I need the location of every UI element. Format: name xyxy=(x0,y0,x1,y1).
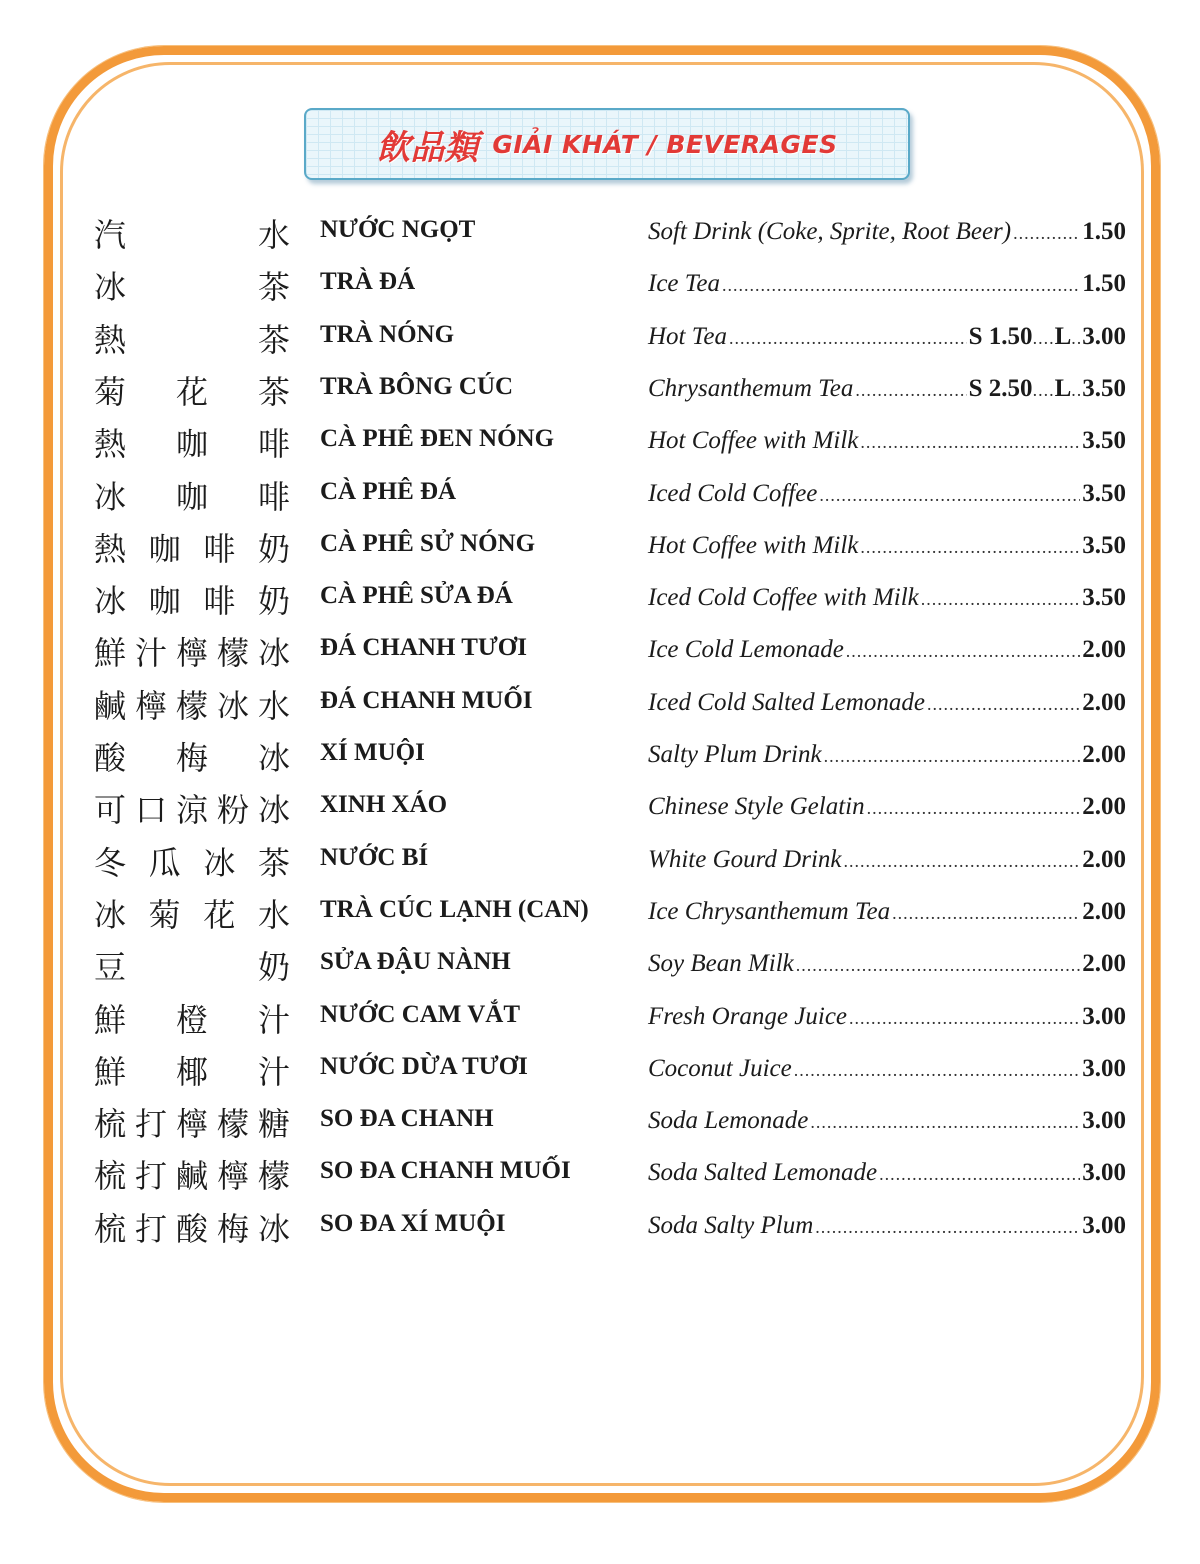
item-name-chinese: 鹹檸檬冰水 xyxy=(94,686,290,725)
item-name-vietnamese: CÀ PHÊ ĐEN NÓNG xyxy=(320,425,555,453)
item-name-vietnamese: TRÀ BÔNG CÚC xyxy=(320,372,514,400)
menu-item xyxy=(0,886,1200,938)
item-name-chinese: 熱咖啡 xyxy=(94,425,290,464)
dot-leader xyxy=(846,641,1080,662)
item-price: 3.00 xyxy=(1082,322,1126,350)
dot-leader xyxy=(794,1060,1081,1081)
item-name-english: Soy Bean Milk xyxy=(648,950,794,978)
dot-leader xyxy=(860,432,1080,453)
menu-item xyxy=(0,572,1200,624)
item-english-and-price xyxy=(648,270,1126,298)
item-price: 1.50 xyxy=(1082,218,1126,245)
dot-leader xyxy=(824,746,1081,767)
large-size-label: L xyxy=(1054,322,1072,350)
item-name-chinese: 冰菊花水 xyxy=(94,895,290,934)
item-name-chinese: 梳打酸梅冰 xyxy=(94,1209,290,1248)
header-title-chinese: 飲品類 xyxy=(376,127,479,168)
item-english-and-price xyxy=(648,846,1126,874)
item-price: 2.00 xyxy=(1082,741,1126,768)
item-english-and-price xyxy=(648,1159,1126,1187)
item-english-and-price xyxy=(648,480,1126,508)
item-price: 3.00 xyxy=(1082,1159,1126,1187)
item-name-chinese: 鮮汁檸檬冰 xyxy=(94,634,290,673)
item-english-and-price xyxy=(648,689,1126,717)
item-name-vietnamese: NƯỚC BÍ xyxy=(320,843,429,871)
dot-leader xyxy=(722,275,1080,296)
item-name-chinese: 冬瓜冰茶 xyxy=(94,843,290,882)
item-english-and-price xyxy=(648,793,1126,821)
small-size-price: S 2.50 xyxy=(968,374,1033,402)
item-name-chinese: 鮮橙汁 xyxy=(94,1000,290,1039)
item-name-vietnamese: SO ĐA CHANH xyxy=(320,1105,494,1133)
menu-item xyxy=(0,938,1200,990)
dot-leader: .... xyxy=(1032,327,1055,348)
item-name-english: Hot Tea xyxy=(648,322,727,350)
item-name-vietnamese: CÀ PHÊ ĐÁ xyxy=(320,477,457,505)
item-price: 2.00 xyxy=(1082,897,1126,925)
item-name-chinese: 冰咖啡 xyxy=(94,477,290,516)
item-name-vietnamese: SỬA ĐẬU NÀNH xyxy=(320,948,511,976)
item-price: 3.50 xyxy=(1082,427,1126,455)
item-name-vietnamese: XÍ MUỘI xyxy=(320,739,425,766)
dot-leader xyxy=(855,380,966,401)
item-price: 2.00 xyxy=(1082,845,1126,873)
item-name-chinese: 酸梅冰 xyxy=(94,739,290,777)
dot-leader xyxy=(729,328,967,349)
menu-item xyxy=(0,363,1200,415)
item-name-chinese: 鮮椰汁 xyxy=(94,1052,290,1091)
item-price: 3.50 xyxy=(1082,584,1126,612)
item-name-vietnamese: TRÀ ĐÁ xyxy=(320,268,416,296)
dot-leader xyxy=(849,1008,1080,1029)
dot-leader xyxy=(810,1112,1080,1133)
item-price: 3.00 xyxy=(1082,1211,1126,1239)
item-name-chinese: 梳打鹹檸檬 xyxy=(94,1157,290,1196)
item-name-vietnamese: ĐÁ CHANH MUỐI xyxy=(320,686,533,714)
item-english-and-price xyxy=(648,427,1126,455)
item-name-vietnamese: CÀ PHÊ SỬ NÓNG xyxy=(320,529,536,557)
item-name-english: Soft Drink (Coke, Sprite, Root Beer) xyxy=(648,218,1012,245)
item-english-and-price xyxy=(648,1107,1126,1135)
item-name-english: Coconut Juice xyxy=(648,1054,792,1082)
item-name-chinese: 熱咖啡奶 xyxy=(94,529,290,568)
dot-leader xyxy=(892,903,1080,924)
menu-item xyxy=(0,206,1200,258)
menu-item xyxy=(0,834,1200,886)
item-name-chinese: 汽 水 xyxy=(94,216,290,254)
item-name-vietnamese: XINH XÁO xyxy=(320,791,448,819)
dot-leader xyxy=(921,589,1080,610)
item-name-english: Iced Cold Coffee with Milk xyxy=(648,584,919,612)
item-price: 1.50 xyxy=(1082,270,1126,298)
item-name-vietnamese: ĐÁ CHANH TƯƠI xyxy=(320,634,527,662)
item-price: 2.00 xyxy=(1082,950,1126,978)
item-name-chinese: 梳打檸檬糖 xyxy=(94,1105,290,1144)
item-price: 2.00 xyxy=(1082,636,1126,664)
item-price: 3.50 xyxy=(1082,479,1126,507)
menu-item xyxy=(0,1043,1200,1095)
item-name-chinese: 熱 茶 xyxy=(94,320,290,359)
item-name-chinese: 可口涼粉冰 xyxy=(94,791,290,830)
item-price: 3.50 xyxy=(1082,531,1126,559)
menu-item xyxy=(0,468,1200,520)
item-name-english: Ice Tea xyxy=(648,270,720,298)
item-english-and-price xyxy=(648,375,1126,403)
item-name-english: Hot Coffee with Milk xyxy=(648,531,859,559)
item-name-english: Ice Chrysanthemum Tea xyxy=(648,897,891,925)
item-english-and-price xyxy=(648,1003,1126,1031)
item-name-english: Chinese Style Gelatin xyxy=(648,793,865,821)
menu-item xyxy=(0,1200,1200,1252)
item-name-english: Soda Lemonade xyxy=(648,1107,809,1135)
dot-leader xyxy=(819,485,1080,506)
menu-item xyxy=(0,991,1200,1043)
dot-leader xyxy=(796,955,1080,976)
item-english-and-price xyxy=(648,323,1126,351)
item-name-english: Soda Salted Lemonade xyxy=(648,1159,878,1187)
item-name-vietnamese: NƯỚC DỪA TƯƠI xyxy=(320,1052,528,1080)
large-size-label: L xyxy=(1054,374,1072,402)
item-name-english: White Gourd Drink xyxy=(648,845,842,873)
item-name-english: Chrysanthemum Tea xyxy=(648,374,854,402)
dot-leader xyxy=(844,851,1081,872)
item-english-and-price xyxy=(648,898,1126,926)
item-price: 3.00 xyxy=(1082,1054,1126,1082)
dot-leader: .. xyxy=(1071,379,1083,400)
item-price: 3.50 xyxy=(1082,374,1126,402)
item-name-english: Iced Cold Coffee xyxy=(648,479,818,507)
item-name-chinese: 冰 茶 xyxy=(94,268,290,307)
item-english-and-price xyxy=(648,218,1126,246)
menu-item xyxy=(0,415,1200,467)
menu-item xyxy=(0,520,1200,572)
item-name-english: Salty Plum Drink xyxy=(648,741,822,768)
item-name-english: Fresh Orange Juice xyxy=(648,1002,848,1030)
item-english-and-price xyxy=(648,741,1126,769)
dot-leader xyxy=(879,1164,1080,1185)
menu-item xyxy=(0,258,1200,310)
item-price: 3.00 xyxy=(1082,1107,1126,1135)
menu-item xyxy=(0,1095,1200,1147)
menu-item xyxy=(0,1147,1200,1199)
item-name-vietnamese: TRÀ CÚC LẠNH (CAN) xyxy=(320,895,589,923)
item-price: 3.00 xyxy=(1082,1002,1126,1030)
item-name-vietnamese: SO ĐA XÍ MUỘI xyxy=(320,1209,506,1237)
dot-leader xyxy=(860,537,1080,558)
menu-item xyxy=(0,624,1200,676)
dot-leader: .... xyxy=(1032,379,1055,400)
dot-leader xyxy=(927,694,1080,715)
item-english-and-price xyxy=(648,1212,1126,1240)
item-english-and-price xyxy=(648,1055,1126,1083)
item-name-english: Ice Cold Lemonade xyxy=(648,636,844,664)
menu-item xyxy=(0,729,1200,781)
item-english-and-price xyxy=(648,532,1126,560)
item-english-and-price xyxy=(648,584,1126,612)
item-name-vietnamese: SO ĐA CHANH MUỐI xyxy=(320,1157,571,1185)
item-name-chinese: 豆 奶 xyxy=(94,948,290,987)
dot-leader: .. xyxy=(1071,327,1083,348)
menu-item xyxy=(0,677,1200,729)
section-header xyxy=(304,108,910,180)
dot-leader xyxy=(815,1217,1080,1238)
dot-leader xyxy=(1013,223,1080,244)
item-name-english: Soda Salty Plum xyxy=(648,1211,814,1239)
item-name-vietnamese: NƯỚC CAM VẮT xyxy=(320,1000,520,1028)
item-name-english: Hot Coffee with Milk xyxy=(648,427,859,455)
small-size-price: S 1.50 xyxy=(968,322,1033,350)
item-name-vietnamese: TRÀ NÓNG xyxy=(320,320,455,348)
item-english-and-price xyxy=(648,950,1126,978)
item-name-chinese: 菊花茶 xyxy=(94,372,290,411)
item-english-and-price xyxy=(648,636,1126,664)
item-price: 2.00 xyxy=(1082,688,1126,716)
item-name-english: Iced Cold Salted Lemonade xyxy=(648,688,926,716)
item-name-vietnamese: CÀ PHÊ SỬA ĐÁ xyxy=(320,582,513,610)
item-price: 2.00 xyxy=(1082,793,1126,821)
menu-item xyxy=(0,781,1200,833)
item-name-chinese: 冰咖啡奶 xyxy=(94,582,290,621)
header-title-english: GIẢI KHÁT / BEVERAGES xyxy=(492,129,838,159)
item-name-vietnamese: NƯỚC NGỌT xyxy=(320,216,476,243)
menu-item xyxy=(0,311,1200,363)
dot-leader xyxy=(867,798,1081,819)
